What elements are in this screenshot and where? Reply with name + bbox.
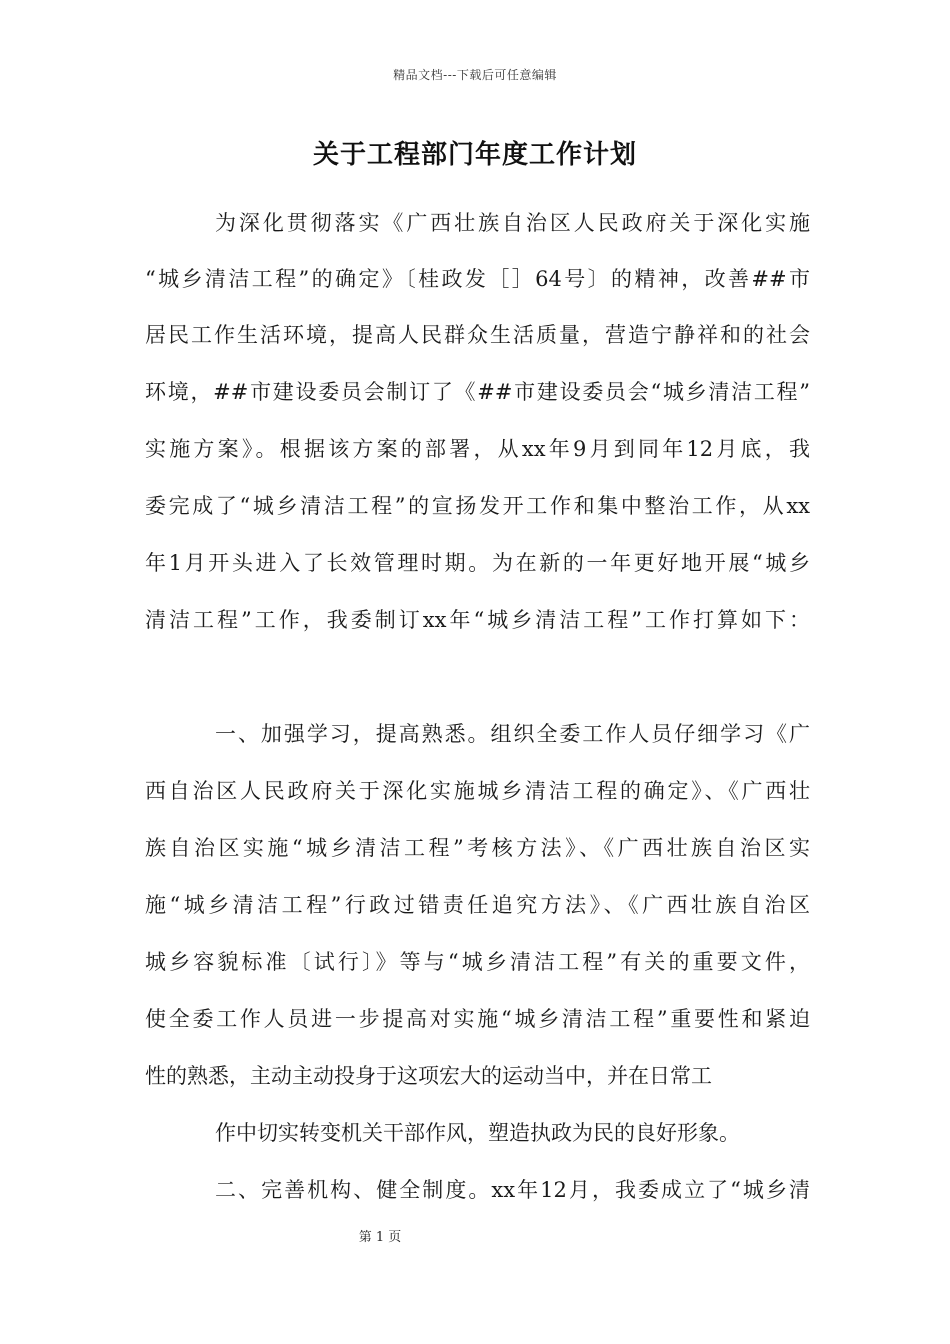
- text-line: 城乡容貌标准〔试行〕》等与“城乡清洁工程”有关的重要文件，: [145, 950, 810, 974]
- text-line: 委完成了“城乡清洁工程”的宣扬发开工作和集中整治工作，从xx: [145, 494, 810, 518]
- text-line: 为深化贯彻落实《广西壮族自治区人民政府关于深化实施: [215, 211, 810, 235]
- header-note: 精品文档---下载后可任意编辑: [393, 68, 557, 82]
- text-line: 施“城乡清洁工程”行政过错责任追究方法》、《广西壮族自治区: [145, 893, 810, 917]
- text-line: 使全委工作人员进一步提高对实施“城乡清洁工程”重要性和紧迫: [145, 1007, 810, 1031]
- text-line: 清洁工程”工作，我委制订xx年“城乡清洁工程”工作打算如下：: [145, 608, 810, 632]
- text-line: 一、加强学习，提高熟悉。组织全委工作人员仔细学习《广: [215, 722, 810, 746]
- text-line: 环境，##市建设委员会制订了《##市建设委员会“城乡清洁工程”: [145, 380, 810, 404]
- text-line: 居民工作生活环境，提高人民群众生活质量，营造宁静祥和的社会: [145, 323, 810, 347]
- text-line: “城乡清洁工程”的确定》〔桂政发［］64号〕的精神，改善##市: [145, 267, 810, 291]
- text-line: 年1月开头进入了长效管理时期。为在新的一年更好地开展“城乡: [145, 551, 810, 575]
- text-line: 二、完善机构、健全制度。xx年12月，我委成立了“城乡清: [215, 1178, 810, 1202]
- page-number: 第 1 页: [358, 1230, 402, 1245]
- text-line: 西自治区人民政府关于深化实施城乡清洁工程的确定》、《广西壮: [145, 779, 810, 803]
- text-line: 实施方案》。根据该方案的部署，从xx年9月到同年12月底，我: [145, 437, 810, 461]
- document-title: 关于工程部门年度工作计划: [312, 140, 637, 170]
- text-line: 族自治区实施“城乡清洁工程”考核方法》、《广西壮族自治区实: [145, 836, 810, 860]
- text-line: 作中切实转变机关干部作风，塑造执政为民的良好形象。: [215, 1121, 740, 1145]
- text-line: 性的熟悉，主动主动投身于这项宏大的运动当中，并在日常工: [145, 1064, 712, 1088]
